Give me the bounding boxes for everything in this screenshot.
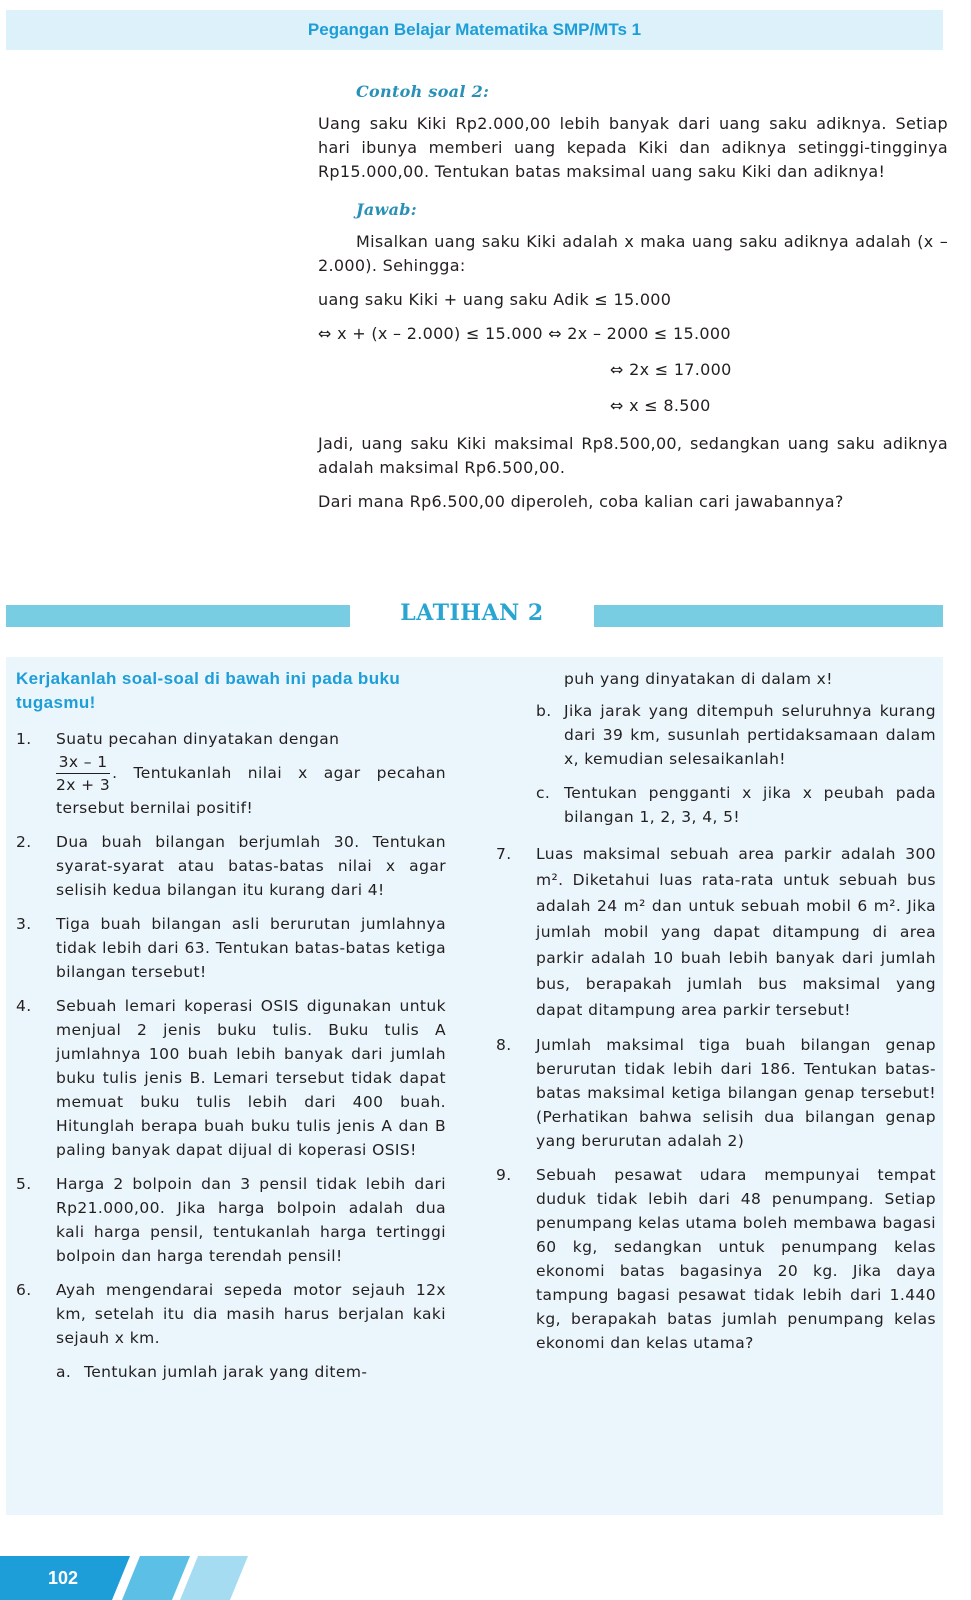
example-conclusion: Jadi, uang saku Kiki maksimal Rp8.500,00, sedangkan uang saku adiknya adalah maksimal Rp6.500,00. [318, 434, 948, 477]
latihan-title: LATIHAN 2 [400, 600, 544, 626]
sub-text: Tentukan pengganti x jika x peubah pada bilangan 1, 2, 3, 4, 5! [564, 784, 936, 826]
math-line-4: ⇔ x ≤ 8.500 [610, 396, 711, 415]
page-number: 102 [48, 1568, 79, 1588]
question-text-cont: . Tentukanlah nilai x agar pecahan tersebut bernilai positif! [56, 764, 446, 817]
question-8 [496, 1033, 936, 1153]
strip-mid [122, 1556, 190, 1600]
book-title: Pegangan Belajar Matematika SMP/MTs 1 [307, 20, 642, 39]
question-number: 1. [16, 730, 32, 748]
math-line-1: uang saku Kiki + uang saku Adik ≤ 15.000 [318, 290, 672, 309]
question-text: Harga 2 bolpoin dan 3 pensil tidak lebih dari Rp21.000,00. Jika harga bolpoin adalah dua kali harga pensil, tentukanlah harga tertinggi bolpoin dan harga terendah pensil! [56, 1175, 446, 1265]
sub-letter: b. [536, 702, 552, 720]
example-label: Contoh soal 2: [356, 82, 490, 101]
latihan-heading [6, 600, 943, 629]
question-text: Ayah mengendarai sepeda motor sejauh 12x km, setelah itu dia masih harus berjalan kaki sejauh x km. [56, 1281, 446, 1347]
exercise-instruction: Kerjakanlah soal-soal di bawah ini pada buku tugasmu! [16, 669, 401, 712]
question-text: Jumlah maksimal tiga buah bilangan genap berurutan tidak lebih dari 186. Tentukan batas-batas maksimal ketiga bilangan genap tersebut! (Perhatikan bahwa selisih dua bilangan genap yang berurutan adalah 2) [536, 1036, 936, 1150]
question-text: Luas maksimal sebuah area parkir adalah 300 m². Diketahui luas rata-rata untuk sebuah bus adalah 24 m² dan untuk sebuah mobil 6 m². Jika jumlah mobil yang dapat ditampung di area parkir adalah 10 buah lebih banyak dari jumlah bus, berapakah jumlah bus maksimal yang dapat ditampung area parkir tersebut! [536, 845, 936, 1019]
question-4 [16, 994, 446, 1162]
heading-bar-left [6, 605, 350, 627]
answer-intro: Misalkan uang saku Kiki adalah x maka uang saku adiknya adalah (x – 2.000). Sehingga: [318, 232, 948, 275]
exercise-column-right [496, 667, 936, 1365]
sub-question-a [56, 1360, 446, 1384]
fraction-denominator: 2x + 3 [56, 776, 111, 794]
math-line-2: ⇔ x + (x – 2.000) ≤ 15.000 ⇔ 2x – 2000 ≤ 15.000 [318, 324, 731, 343]
question-number: 8. [496, 1036, 512, 1054]
answer-label: Jawab: [356, 200, 417, 219]
question-number: 2. [16, 833, 32, 851]
question-1 [16, 727, 446, 820]
sub-question-b [496, 699, 936, 771]
question-number: 3. [16, 915, 32, 933]
question-text: Suatu pecahan dinyatakan dengan [56, 730, 340, 748]
question-number: 4. [16, 997, 32, 1015]
question-9 [496, 1163, 936, 1355]
heading-bar-right [594, 605, 943, 627]
question-6 [16, 1278, 446, 1384]
math-line-3: ⇔ 2x ≤ 17.000 [610, 360, 732, 379]
fraction-numerator: 3x – 1 [56, 751, 110, 774]
question-text: Dua buah bilangan berjumlah 30. Tentukan syarat-syarat atau batas-batas nilai x agar selisih kedua bilangan itu kurang dari 4! [56, 833, 446, 899]
example-problem: Uang saku Kiki Rp2.000,00 lebih banyak dari uang saku adiknya. Setiap hari ibunya memberi uang kepada Kiki dan adiknya setinggi-tingginya Rp15.000,00. Tentukan batas maksimal uang saku Kiki dan adiknya! [318, 114, 948, 181]
question-7 [496, 841, 936, 1023]
sub-letter: a. [56, 1363, 72, 1381]
question-number: 7. [496, 845, 512, 863]
question-number: 5. [16, 1175, 32, 1193]
sub-question-c [496, 781, 936, 829]
question-5 [16, 1172, 446, 1268]
question-text: Tiga buah bilangan asli berurutan jumlahnya tidak lebih dari 63. Tentukan batas-batas ketiga bilangan tersebut! [56, 915, 446, 981]
question-2 [16, 830, 446, 902]
strip-light [180, 1556, 248, 1600]
page-number-strip [0, 1556, 250, 1600]
exercise-box [6, 657, 943, 1515]
question-text: Sebuah pesawat udara mempunyai tempat duduk tidak lebih dari 48 penumpang. Setiap penumpang kelas utama boleh membawa bagasi 60 kg, sedangkan untuk penumpang kelas ekonomi batas bagasinya 20 kg. Jika daya tampung bagasi pesawat tidak lebih dari 1.440 kg, berapakah batas jumlah penumpang kelas ekonomi dan kelas utama? [536, 1166, 936, 1352]
sub-question-a-cont: puh yang dinyatakan di dalam x! [564, 670, 833, 688]
sub-letter: c. [536, 784, 551, 802]
question-text: Sebuah lemari koperasi OSIS digunakan untuk menjual 2 jenis buku tulis. Buku tulis A jumlahnya 100 buah lebih banyak dari jumlah buku tulis jenis B. Lemari tersebut tidak dapat memuat buku tulis lebih dari 400 buah. Hitunglah berapa buah buku tulis jenis A dan B paling banyak dapat dijual di koperasi OSIS! [56, 997, 446, 1159]
question-number: 6. [16, 1281, 32, 1299]
example-section [318, 80, 948, 514]
sub-text: Tentukan jumlah jarak yang ditem- [84, 1363, 368, 1381]
sub-text: Jika jarak yang ditempuh seluruhnya kurang dari 39 km, susunlah pertidaksamaan dalam x, kemudian selesaikanlah! [564, 702, 936, 768]
running-header [6, 10, 943, 50]
question-3 [16, 912, 446, 984]
exercise-column-left [16, 667, 446, 1394]
fraction [56, 751, 110, 796]
example-question: Dari mana Rp6.500,00 diperoleh, coba kalian cari jawabannya? [318, 492, 844, 511]
question-number: 9. [496, 1166, 512, 1184]
